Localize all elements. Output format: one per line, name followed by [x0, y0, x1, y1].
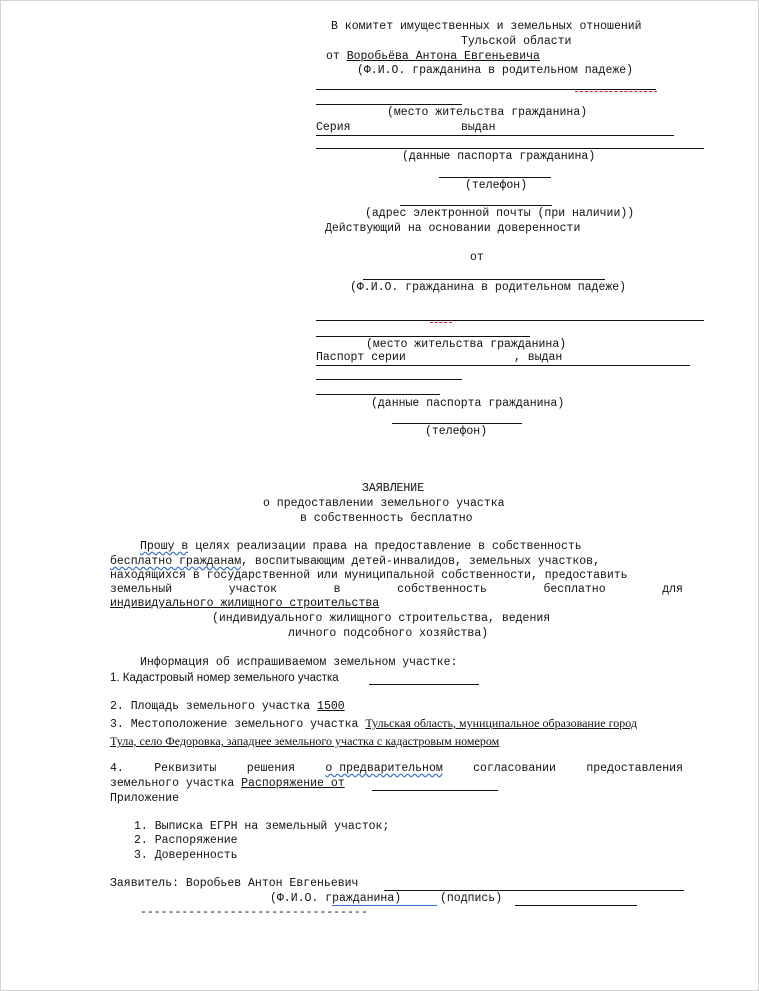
info-heading: Информация об испрашиваемом земельном участке: — [140, 656, 458, 669]
from-prefix: от — [326, 50, 340, 63]
document-subtitle-2: в собственность бесплатно — [300, 512, 473, 525]
body-line-7: личного подсобного хозяйства) — [288, 627, 489, 640]
passport-caption-2: (данные паспорта гражданина) — [371, 397, 565, 410]
info-item-4 — [110, 762, 683, 776]
fill-line — [316, 394, 440, 395]
info-item-4-label: земельного участка — [110, 777, 235, 790]
body-line-2-rest: , воспитывающим детей-инвалидов, земельных участков, — [241, 555, 600, 568]
info-item-3-value-cont: Тула, село Федоровка, западнее земельного участка с кадастровым номером — [110, 734, 500, 748]
applicant-line: Заявитель: Воробьев Антон Евгеньевич — [110, 877, 359, 890]
body-line-5: индивидуального жилищного строительства — [110, 597, 380, 610]
passport-series-label: Паспорт серии — [316, 351, 406, 364]
phone-caption-2: (телефон) — [425, 425, 488, 438]
fill-line — [316, 104, 462, 105]
attachment-item: 2. Распоряжение — [134, 834, 238, 847]
info-item-2 — [110, 700, 345, 714]
body-line-4 — [110, 583, 683, 597]
passport-caption: (данные паспорта гражданина) — [402, 150, 596, 163]
body-line-1-rest: целях реализации права на предоставление в собственность — [195, 540, 582, 553]
phone-caption: (телефон) — [465, 179, 528, 192]
body-word: Реквизиты — [154, 762, 217, 775]
signature-caption: (подпись) — [440, 892, 503, 905]
body-word: в — [333, 583, 341, 596]
issued-label: выдан — [461, 121, 496, 134]
proxy-from: от — [470, 251, 484, 264]
body-word: собственность — [397, 583, 487, 596]
applicant-fio-caption: (Ф.И.О. гражданина) — [270, 892, 402, 905]
info-item-2-label: 2. Площадь земельного участка — [110, 700, 311, 713]
body-word: участок — [228, 583, 278, 596]
fill-line — [316, 148, 704, 149]
body-line-1 — [140, 540, 582, 554]
fill-line — [316, 320, 704, 321]
email-caption: (адрес электронной почты (при наличии)) — [365, 207, 635, 220]
fill-line — [392, 423, 522, 424]
body-word: решения — [246, 762, 296, 775]
body-word: согласовании — [473, 762, 556, 775]
body-line-6: (индивидуального жилищного строительства, ведения — [212, 612, 551, 625]
attachment-item: 3. Доверенность — [134, 849, 238, 862]
fill-line — [400, 205, 552, 206]
attachment-label: Приложение — [110, 792, 180, 805]
fill-line — [363, 279, 605, 280]
body-line-2 — [110, 555, 600, 569]
fill-line — [316, 336, 530, 337]
attachment-item: 1. Выписка ЕГРН на земельный участок; — [134, 820, 390, 833]
info-item-1: 1. Кадастровый номер земельного участка — [110, 672, 339, 684]
fill-line — [369, 684, 479, 685]
info-item-3-value: Тульская область, муниципальное образование город — [365, 716, 637, 730]
fill-line — [316, 379, 462, 380]
fio-caption-2: (Ф.И.О. гражданина в родительном падеже) — [350, 281, 627, 294]
body-line-1-start: Прошу в — [140, 540, 189, 553]
body-word: земельный — [110, 583, 173, 596]
spelling-mark — [430, 322, 452, 323]
body-word: бесплатно — [543, 583, 606, 596]
fill-line — [384, 890, 684, 891]
from-name: Воробьёва Антона Евгеньевича — [346, 50, 540, 63]
fill-line — [316, 365, 690, 366]
body-line-2-start: бесплатно гражданам — [110, 555, 242, 568]
fill-line — [372, 790, 498, 791]
footer-dashes: --------------------------------- — [140, 906, 368, 919]
residence-caption-2: (место жительства гражданина) — [366, 338, 567, 351]
info-item-3-label: 3. Местоположение земельного участка — [110, 718, 359, 731]
info-item-3 — [110, 716, 637, 732]
issued-label-2: , выдан — [514, 351, 563, 364]
from-line — [326, 50, 540, 64]
addressee-line2: Тульской области — [461, 35, 572, 48]
body-word: 4. — [110, 762, 124, 775]
info-item-4-value: Распоряжение от — [241, 777, 345, 790]
fill-line — [316, 135, 674, 136]
fio-caption: (Ф.И.О. гражданина в родительном падеже) — [357, 64, 634, 77]
spelling-mark — [575, 91, 657, 92]
residence-caption: (место жительства гражданина) — [387, 106, 588, 119]
body-word: предоставления — [586, 762, 683, 775]
body-word: для — [662, 583, 683, 596]
fill-line — [515, 905, 637, 906]
document-title: ЗАЯВЛЕНИЕ — [362, 482, 425, 495]
fill-line — [439, 177, 551, 178]
info-item-4-line2 — [110, 777, 345, 791]
info-item-2-value: 1500 — [317, 700, 345, 713]
addressee-line1: В комитет имущественных и земельных отношений — [331, 20, 642, 33]
fill-line — [316, 89, 656, 90]
body-word: о предварительном — [325, 762, 443, 775]
body-line-3: находящихся в государственной или муниципальной собственности, предоставить — [110, 569, 628, 582]
proxy-line: Действующий на основании доверенности — [325, 222, 581, 235]
document-subtitle-1: о предоставлении земельного участка — [263, 497, 505, 510]
series-label: Серия — [316, 121, 351, 134]
